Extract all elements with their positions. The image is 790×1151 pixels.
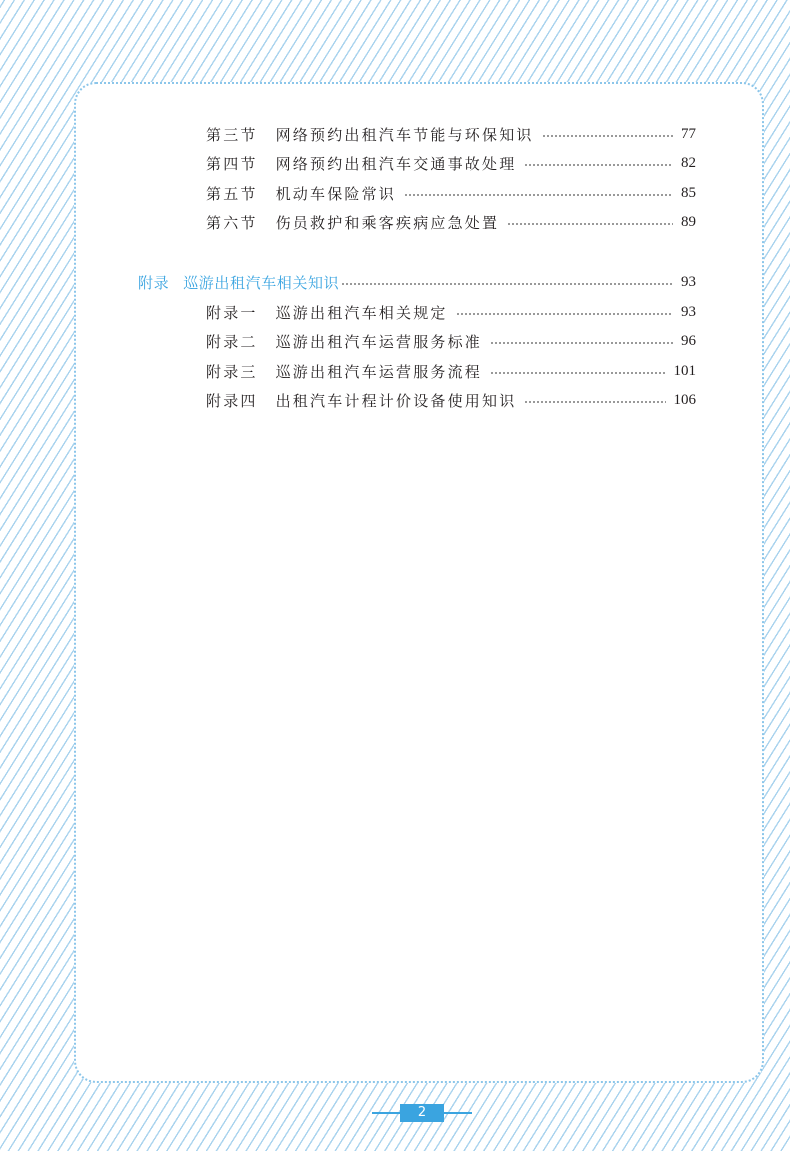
appendix-entry-page: 93 <box>681 303 696 320</box>
appendix-entry[interactable] <box>206 300 696 324</box>
toc-entry[interactable] <box>206 151 696 175</box>
dot-leader <box>404 194 673 196</box>
appendix-entry[interactable] <box>206 388 696 412</box>
toc-entry-title: 伤员救护和乘客疾病应急处置 <box>275 213 500 232</box>
toc-entry-label: 第五节 <box>206 184 258 203</box>
page-number-badge: 2 <box>400 1104 444 1122</box>
page-footer <box>372 1100 472 1126</box>
appendix-entry-label: 附录三 <box>206 362 258 381</box>
dot-leader <box>542 135 673 137</box>
toc-entry-page: 82 <box>681 154 696 171</box>
dot-leader <box>456 313 673 315</box>
appendix-entry-page: 106 <box>673 391 696 408</box>
toc-entry-page: 89 <box>681 213 696 230</box>
dot-leader <box>341 283 673 285</box>
dot-leader <box>490 372 665 374</box>
dot-leader <box>524 164 673 166</box>
appendix-entry-page: 101 <box>673 362 696 379</box>
toc-entry-title: 机动车保险常识 <box>275 184 397 203</box>
toc-entry-page: 85 <box>681 184 696 201</box>
dot-leader <box>490 342 673 344</box>
dot-leader <box>507 223 673 225</box>
dot-leader <box>524 401 665 403</box>
appendix-entry-label: 附录四 <box>206 391 258 410</box>
appendix-entry-page: 96 <box>681 332 696 349</box>
table-of-contents <box>76 84 762 1081</box>
toc-entry-title: 网络预约出租汽车交通事故处理 <box>275 154 517 173</box>
appendix-entry-title: 巡游出租汽车运营服务流程 <box>275 362 483 381</box>
toc-entry-label: 第三节 <box>206 125 258 144</box>
toc-entry-label: 第四节 <box>206 154 258 173</box>
appendix-entry-label: 附录二 <box>206 332 258 351</box>
appendix-entry-title: 巡游出租汽车运营服务标准 <box>275 332 483 351</box>
appendix-entry[interactable] <box>206 329 696 353</box>
toc-entry[interactable] <box>206 181 696 205</box>
toc-panel <box>74 82 764 1083</box>
appendix-heading[interactable] <box>138 270 696 294</box>
appendix-entry-label: 附录一 <box>206 303 258 322</box>
appendix-page: 93 <box>681 273 696 290</box>
toc-entry-page: 77 <box>681 125 696 142</box>
appendix-entry-title: 巡游出租汽车相关规定 <box>275 303 448 322</box>
appendix-entry[interactable] <box>206 359 696 383</box>
toc-entry-title: 网络预约出租汽车节能与环保知识 <box>275 125 534 144</box>
toc-entry-label: 第六节 <box>206 213 258 232</box>
appendix-entry-title: 出租汽车计程计价设备使用知识 <box>275 391 517 410</box>
toc-entry[interactable] <box>206 122 696 146</box>
appendix-title: 巡游出租汽车相关知识 <box>183 273 340 292</box>
appendix-label: 附录 <box>138 273 170 292</box>
toc-entry[interactable] <box>206 210 696 234</box>
